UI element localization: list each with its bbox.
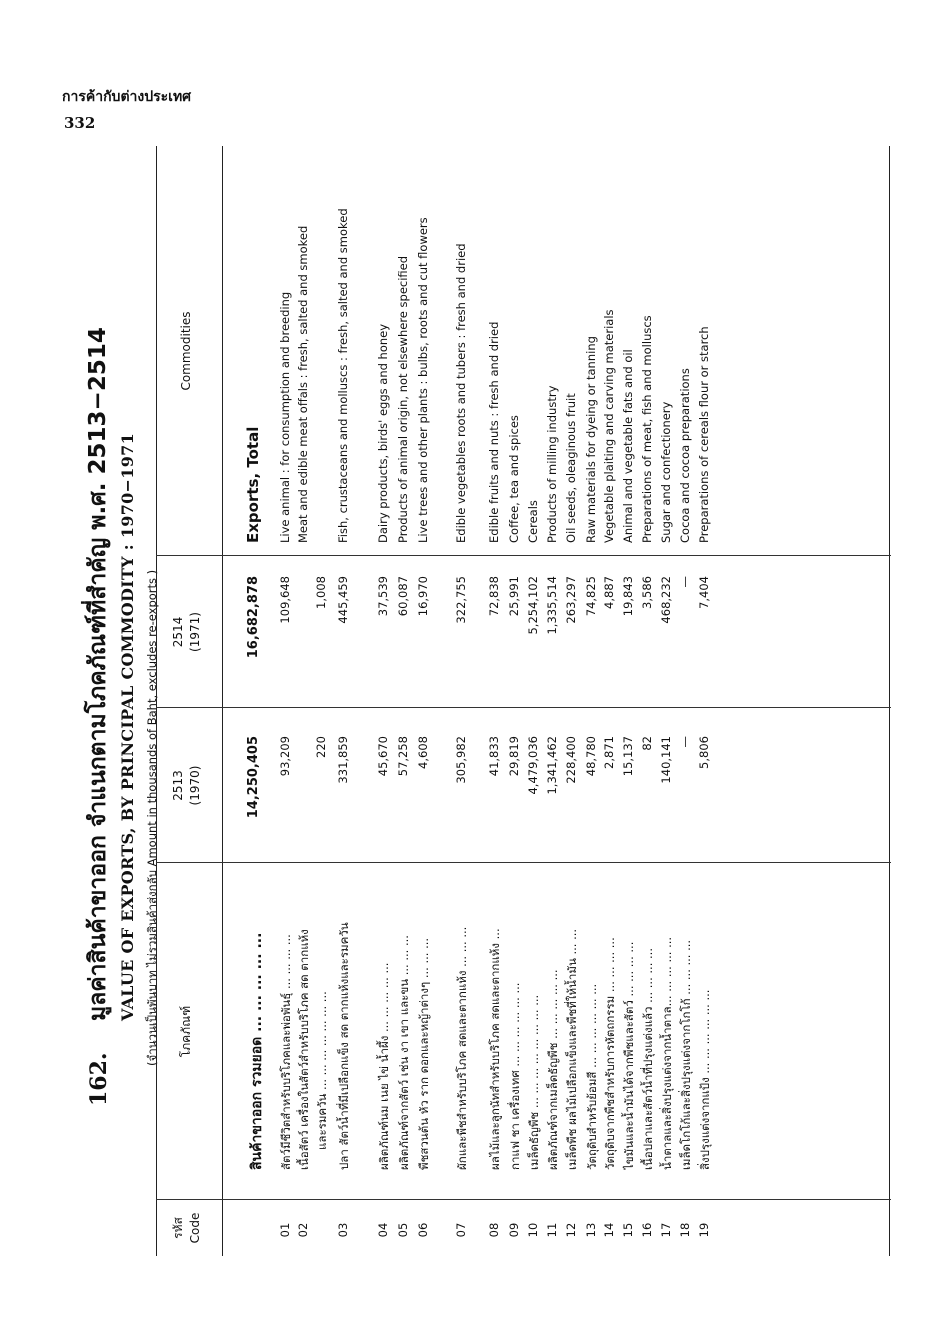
- row-commodity-thai: เมล็ดพืช ผลไม้เปลือกแข็งและพืชที่ให้น้ำมัน ... ...: [565, 928, 579, 1170]
- row-value-1970: 4,608: [416, 736, 430, 769]
- row-code: 02: [296, 1222, 310, 1238]
- row-value-1971: 322,755: [454, 576, 468, 624]
- row-commodity-english: Oil seeds, oleaginous fruit: [564, 393, 578, 543]
- row-value-1971: 19,843: [621, 576, 635, 617]
- row-code: 18: [678, 1222, 692, 1238]
- row-commodity-thai: ผักและพืชสำหรับบริโภค สดและตากแห้ง ... ... ...: [455, 926, 469, 1170]
- top-rule: [156, 146, 157, 1256]
- row-code: 10: [526, 1222, 540, 1238]
- row-value-1970: 305,982: [454, 736, 468, 784]
- row-value-1970: 140,141: [659, 736, 673, 784]
- total-1971: 16,682,878: [246, 576, 261, 659]
- row-commodity-english: Cocoa and cocoa preparations: [678, 368, 692, 543]
- table-title-english: VALUE OF EXPORTS, BY PRINCIPAL COMMODITY : 1970−1971: [118, 433, 137, 1021]
- row-value-1970: 57,258: [396, 736, 410, 777]
- row-commodity-thai: กาแฟ ชา เครื่องเทศ ... ... ... ... ... ...: [508, 982, 522, 1170]
- row-value-1971: 1,335,514: [545, 576, 559, 635]
- row-value-1971: 5,254,102: [526, 576, 540, 635]
- header-1971: [170, 556, 204, 708]
- row-code: 06: [416, 1222, 430, 1238]
- row-value-1970: 331,859: [336, 736, 350, 784]
- row-code: 08: [487, 1222, 501, 1238]
- row-value-1971: 72,838: [487, 576, 501, 617]
- row-commodity-english: Vegetable plaiting and carving materials: [602, 309, 616, 543]
- row-value-1970: —: [678, 736, 692, 748]
- row-value-1970: 4,479,036: [526, 736, 540, 795]
- row-commodity-thai: สิ่งปรุงแต่งจากแป้ง ... ... ... ... ... ...: [698, 989, 712, 1170]
- row-commodity-thai: เมล็ดโกโก้และสิ่งปรุงแต่งจากโกโก้ ... ... ... ...: [679, 939, 693, 1170]
- row-commodity-thai-continued: และรมควัน ... ... ... ... ... ... ...: [315, 991, 329, 1150]
- column-divider: [156, 1199, 891, 1200]
- row-value-1970: 93,209: [278, 736, 292, 777]
- row-value-1970: 2,871: [602, 736, 616, 769]
- row-commodity-thai: ไขมันและน้ำมันได้จากพืชและสัตว์ ... ... ... ...: [622, 941, 636, 1170]
- row-value-1971: —: [678, 576, 692, 588]
- row-commodity-thai: สัตว์มีชีวิตสำหรับบริโภคและพ่อพันธุ์ ... ... ... ...: [279, 934, 293, 1170]
- row-commodity-english: Preparations of cereals flour or starch: [697, 326, 711, 543]
- row-commodity-english: Edible vegetables roots and tubers : fresh and dried: [454, 243, 468, 543]
- row-commodity-thai: ผลิตภัณฑ์จากสัตว์ เช่น งา เขา และขน ... ... ...: [397, 935, 411, 1170]
- row-code: 05: [396, 1222, 410, 1238]
- row-commodity-thai: เนื้อสัตว์ เครื่องในสัตว์สำหรับบริโภค สด ตากแห้ง: [297, 929, 311, 1170]
- row-commodity-english: Fish, crustaceans and molluscs : fresh, salted and smoked: [336, 208, 350, 543]
- row-code: 12: [564, 1222, 578, 1238]
- row-value-1971: 445,459: [336, 576, 350, 624]
- row-value-1970: 228,400: [564, 736, 578, 784]
- page-number: 332: [64, 114, 96, 132]
- row-commodity-thai: พืชสวนต้น หัว ราก ดอกและหญ้าต่างๆ ... ... ...: [417, 937, 431, 1170]
- row-value-1971: 60,087: [396, 576, 410, 617]
- row-value-1970: 48,780: [584, 736, 598, 777]
- row-value-1971: 468,232: [659, 576, 673, 624]
- row-commodity-thai: วัตถุดิบสำหรับย้อมสี ... ... ... ... ... ...: [585, 983, 599, 1170]
- row-commodity-thai: ผลิตภัณฑ์นม เนย ไข่ น้ำผึ้ง ... ... ... ... ...: [377, 962, 391, 1170]
- total-label-thai: สินค้าขาออก รวมยอด ... ... ... ... ...: [249, 932, 265, 1170]
- row-commodity-english: Raw materials for dyeing or tanning: [584, 336, 598, 543]
- row-value-1971: 74,825: [584, 576, 598, 617]
- row-value-1970: 220: [314, 736, 328, 758]
- row-value-1971: 25,991: [507, 576, 521, 617]
- row-commodity-english: Sugar and confectionery: [659, 401, 673, 543]
- row-value-1971: 4,887: [602, 576, 616, 609]
- row-value-1970: 82: [640, 736, 654, 751]
- header-commodities-english: Commodities: [179, 311, 193, 391]
- row-value-1970: 1,341,462: [545, 736, 559, 795]
- row-commodity-english: Cereals: [526, 500, 540, 543]
- row-value-1970: 15,137: [621, 736, 635, 777]
- row-code: 03: [336, 1222, 350, 1238]
- total-1970: 14,250,405: [246, 736, 261, 819]
- running-head: การค้ากับต่างประเทศ: [62, 89, 192, 105]
- header-code: [170, 1200, 204, 1256]
- header-1971-ad: (1971): [188, 612, 202, 652]
- row-commodity-english: Products of milling industry: [545, 385, 559, 543]
- row-value-1970: 45,670: [376, 736, 390, 777]
- total-label-english: Exports, Total: [244, 426, 262, 543]
- exports-table: [156, 146, 891, 1256]
- row-commodity-english: Meat and edible meat offals : fresh, salted and smoked: [296, 225, 310, 543]
- column-divider: [156, 555, 891, 556]
- rotated-table-page: [78, 146, 898, 1256]
- column-divider: [156, 862, 891, 863]
- row-value-1970: 29,819: [507, 736, 521, 777]
- table-number: 162.: [86, 1052, 112, 1106]
- row-value-1971: 16,970: [416, 576, 430, 617]
- row-code: 01: [278, 1222, 292, 1238]
- row-commodity-thai: เนื้อปลาและสัตว์น้ำที่ปรุงแต่งแล้ว ... ... ... ...: [641, 948, 655, 1170]
- row-commodity-english: Animal and vegetable fats and oil: [621, 349, 635, 543]
- header-code-english: Code: [188, 1212, 202, 1244]
- row-commodity-english: Products of animal origin, not elsewhere specified: [396, 255, 410, 543]
- row-value-1971: 1,008: [314, 576, 328, 609]
- bottom-rule: [889, 146, 890, 1256]
- row-code: 15: [621, 1222, 635, 1238]
- row-value-1971: 263,297: [564, 576, 578, 624]
- row-commodity-thai: วัตถุดิบจากพืชสำหรับการหัตถกรรม ... ... ... ...: [603, 937, 617, 1170]
- row-commodity-thai: ผลิตภัณฑ์จากเมล็ดธัญพืช ... ... ... ... ...: [546, 969, 560, 1170]
- row-commodity-thai: ผลไม้และลูกนัทสำหรับบริโภค สดและตากแห้ง ...: [488, 928, 502, 1170]
- row-value-1970: 41,833: [487, 736, 501, 777]
- header-1970-be: 2513: [171, 770, 185, 801]
- row-code: 13: [584, 1222, 598, 1238]
- row-commodity-thai: น้ำตาลและสิ่งปรุงแต่งจากน้ำตาล... ... ... ... ...: [660, 936, 674, 1170]
- row-commodity-english: Preparations of meat, fish and molluscs: [640, 315, 654, 543]
- header-rule: [222, 146, 223, 1256]
- row-code: 11: [545, 1222, 559, 1238]
- row-code: 19: [697, 1222, 711, 1238]
- row-code: 09: [507, 1222, 521, 1238]
- row-value-1970: 5,806: [697, 736, 711, 769]
- row-commodity-thai: ปลา สัตว์น้ำที่มีเปลือกแข็ง สด ตากแห้งและรมควัน: [337, 922, 351, 1170]
- row-commodity-english: Live trees and other plants : bulbs, roots and cut flowers: [416, 217, 430, 543]
- header-1971-be: 2514: [171, 616, 185, 648]
- header-1970-ad: (1970): [188, 765, 202, 806]
- row-value-1971: 7,404: [697, 576, 711, 609]
- column-divider: [156, 707, 891, 708]
- row-commodity-english: Dairy products, birds' eggs and honey: [376, 323, 390, 543]
- table-title-thai: มูลค่าสินค้าขาออก จำแนกตามโภคภัณฑ์ที่สำคัญ พ.ศ. 2513−2514: [85, 327, 111, 1021]
- row-commodity-english: Edible fruits and nuts : fresh and dried: [487, 321, 501, 543]
- row-code: 17: [659, 1222, 673, 1238]
- header-1970: [170, 708, 204, 863]
- row-commodity-thai: เมล็ดธัญพืช ... ... ... ... ... ... ... ...: [527, 994, 541, 1170]
- row-code: 04: [376, 1222, 390, 1238]
- row-value-1971: 3,586: [640, 576, 654, 609]
- table-unit-note: (จำนวนเป็นพันบาท ไม่รวมสินค้าส่งกลับ Amount in thousands of Baht, excludes re-exports ): [145, 569, 159, 1066]
- row-value-1971: 109,648: [278, 576, 292, 624]
- row-commodity-english: Coffee, tea and spices: [507, 415, 521, 543]
- row-commodity-english: Live animal : for consumption and breeding: [278, 291, 292, 543]
- header-code-thai: รหัส: [171, 1217, 185, 1239]
- row-code: 14: [602, 1222, 616, 1238]
- row-code: 07: [454, 1222, 468, 1238]
- row-value-1971: 37,539: [376, 576, 390, 617]
- row-code: 16: [640, 1222, 654, 1238]
- header-commodity-thai: โภคภัณฑ์: [179, 1005, 193, 1058]
